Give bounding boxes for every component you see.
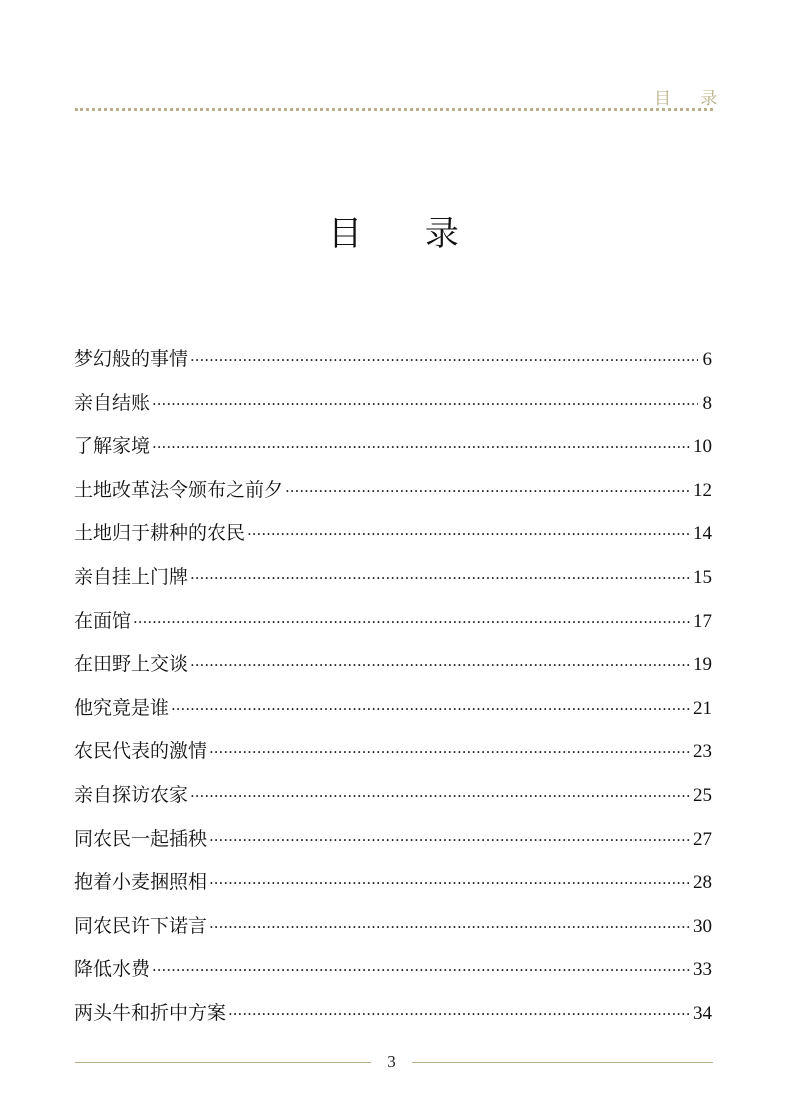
toc-entry-page: 23 [693,741,712,763]
toc-entry-title: 降低水费 [74,958,151,981]
dot-leader [285,482,691,500]
toc-entry-title: 在面馆 [74,609,132,632]
header-dotted-rule [75,108,713,111]
toc-entry-title: 农民代表的激情 [74,740,208,763]
toc-entry-title: 梦幻般的事情 [74,348,189,370]
toc-entry[interactable] [74,431,712,475]
toc-entry-page: 28 [693,872,712,894]
toc-entry-title: 他究竟是谁 [74,696,170,719]
toc-entry[interactable] [74,824,712,868]
toc-entry[interactable] [74,867,712,911]
toc-entry-page: 25 [693,784,712,806]
dot-leader [190,569,691,587]
toc-entry-title: 了解家境 [74,435,151,458]
toc-entry-page: 30 [693,915,712,937]
toc-entry[interactable] [74,780,712,824]
toc-entry-page: 21 [693,697,712,719]
dot-leader [209,874,691,892]
toc-entry[interactable] [74,475,712,519]
toc-entry[interactable] [74,998,712,1042]
toc-entry-title: 同农民许下诺言 [74,914,208,937]
toc-entry[interactable] [74,736,712,780]
toc-entry-page: 14 [693,523,712,545]
toc-entry-page: 17 [693,610,712,632]
dot-leader [247,525,691,543]
toc-entry-page: 10 [693,436,712,458]
table-of-contents [74,344,712,1042]
toc-entry-page: 6 [702,349,712,370]
dot-leader [190,787,691,805]
running-head-title: 目 录 [654,89,730,109]
footer-rule-left [75,1062,371,1063]
toc-entry-title: 土地改革法令颁布之前夕 [74,478,284,501]
page-number: 3 [387,1052,396,1071]
toc-entry-page: 34 [693,1002,712,1024]
toc-entry-title: 亲自挂上门牌 [74,565,189,588]
dot-leader [152,961,691,979]
toc-entry-title: 在田野上交谈 [74,653,189,676]
toc-entry-title: 抱着小麦捆照相 [74,871,208,894]
toc-entry-page: 8 [702,392,712,414]
dot-leader [209,831,691,849]
toc-entry-title: 亲自探访农家 [74,783,189,806]
toc-entry[interactable] [74,518,712,562]
dot-leader [228,1005,691,1023]
toc-entry[interactable] [74,606,712,650]
dot-leader [171,700,691,718]
toc-entry[interactable] [74,344,712,388]
dot-leader [190,351,698,369]
dot-leader [190,656,691,674]
toc-entry[interactable] [74,693,712,737]
toc-entry[interactable] [74,911,712,955]
toc-entry-page: 12 [693,479,712,501]
page-title: 目 录 [328,214,485,254]
toc-entry-title: 土地归于耕种的农民 [74,522,246,545]
toc-entry[interactable] [74,649,712,693]
toc-entry[interactable] [74,954,712,998]
toc-entry[interactable] [74,388,712,432]
toc-entry-page: 15 [693,566,712,588]
dot-leader [152,395,698,413]
toc-entry-page: 33 [693,959,712,981]
page-footer [0,1052,787,1076]
toc-entry-title: 同农民一起插秧 [74,827,208,850]
toc-entry[interactable] [74,562,712,606]
dot-leader [152,438,691,456]
footer-rule-right [412,1062,713,1063]
dot-leader [209,743,691,761]
dot-leader [209,918,691,936]
toc-entry-title: 亲自结账 [74,391,151,414]
dot-leader [133,613,691,631]
toc-entry-page: 27 [693,828,712,850]
toc-entry-page: 19 [693,654,712,676]
toc-entry-title: 两头牛和折中方案 [74,1001,227,1024]
running-head [0,84,787,108]
